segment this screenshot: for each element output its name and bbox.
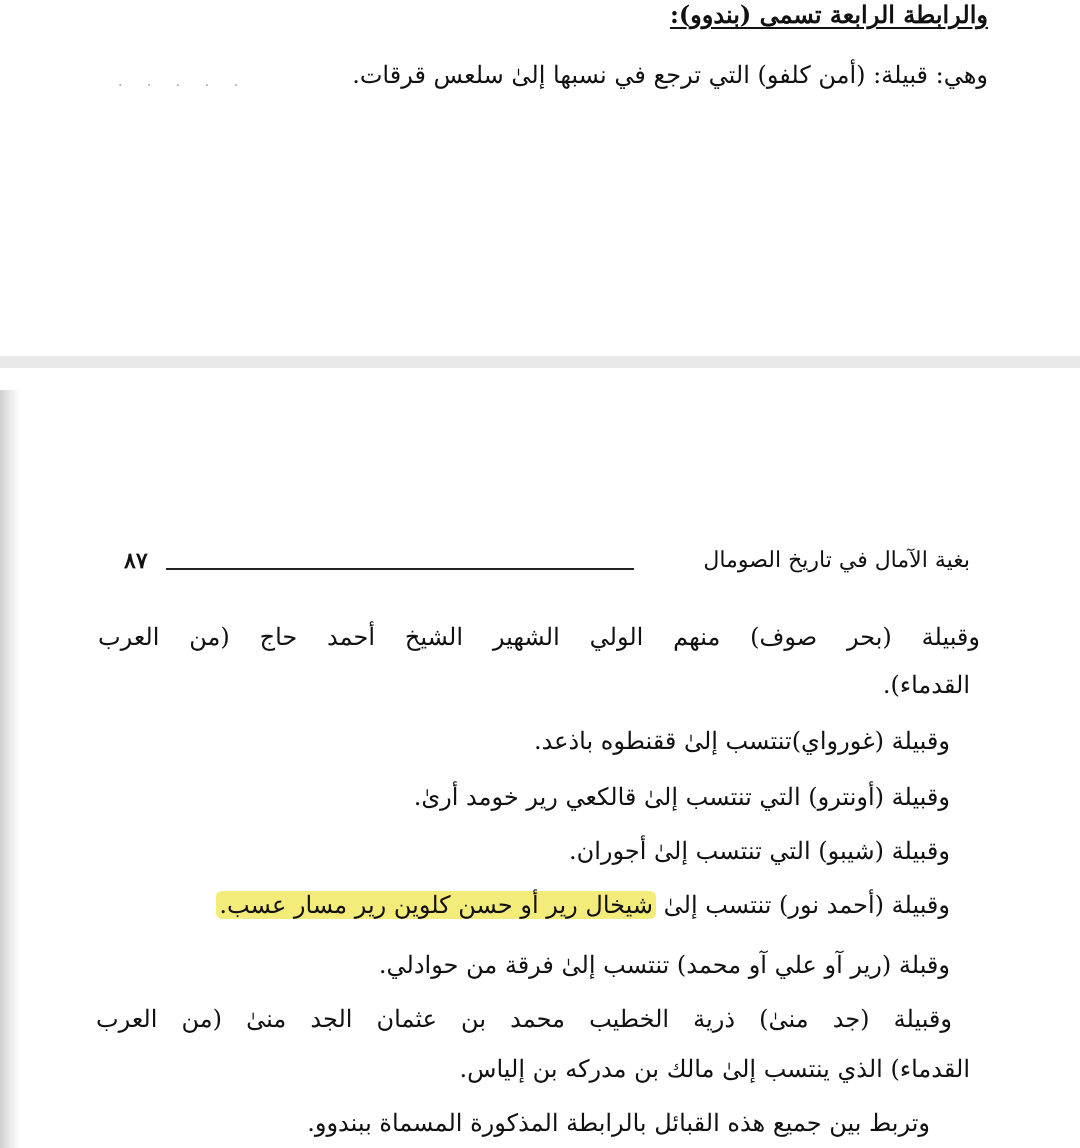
page-separator xyxy=(0,356,1080,368)
scan-noise: · · · · · xyxy=(118,78,249,94)
section-heading: والرابطة الرابعة تسمى (بندوو): xyxy=(669,0,988,29)
tribe-line: وهي: قبيلة: (أمن كلفو) التي ترجع في نسبها إلىٰ سلعس قرقات. xyxy=(352,61,988,89)
paragraph-line: وقبيلة (جد منىٰ) ذرية الخطيب محمد بن عثمان الجد منىٰ (من العرب xyxy=(96,1005,952,1033)
paragraph-line: وقبيلة (بحر صوف) منهم الولي الشهير الشيخ أحمد حاج (من العرب xyxy=(98,623,980,651)
highlighted-text: شيخال رير أو حسن كلوين رير مسار عسب. xyxy=(216,891,656,919)
bottom-page-scan xyxy=(0,368,1080,1148)
paragraph-line: وقبلة (رير آو علي آو محمد) تنتسب إلىٰ فرقة من حوادلي. xyxy=(378,951,950,979)
header-rule xyxy=(166,568,634,570)
paragraph-line: وقبيلة (أونترو) التي تنتسب إلىٰ قالكعي رير خومد أرىٰ. xyxy=(413,783,950,811)
paragraph-line: القدماء) الذي ينتسب إلىٰ مالك بن مدركه بن إلياس. xyxy=(459,1055,970,1083)
book-title: بغية الآمال في تاريخ الصومال xyxy=(703,548,970,573)
paragraph-line: القدماء). xyxy=(882,671,970,699)
paragraph-text: وقبيلة (أحمد نور) تنتسب إلىٰ xyxy=(663,891,950,919)
paragraph-line: وتربط بين جميع هذه القبائل بالرابطة المذكورة المسماة ببندوو. xyxy=(307,1109,930,1137)
running-header xyxy=(124,548,970,582)
top-page-scan xyxy=(0,0,1080,356)
paragraph-line: وقبيلة (شيبو) التي تنتسب إلىٰ أجوران. xyxy=(569,837,950,865)
paragraph-line xyxy=(216,888,950,922)
paragraph-line: وقبيلة (غورواي)تنتسب إلىٰ ققنطوه باذعد. xyxy=(533,727,950,755)
page-number: ٨٧ xyxy=(124,548,148,574)
page-edge-shadow xyxy=(0,390,20,1148)
